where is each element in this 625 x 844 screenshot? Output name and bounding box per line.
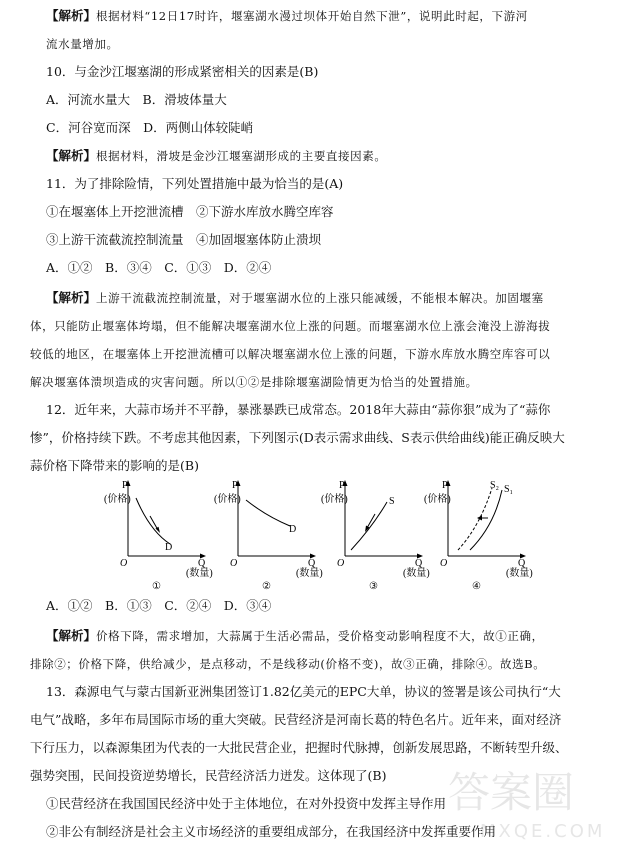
analysis-12-line-1: 【解析】价格下降，需求增加，大蒜属于生活必需品，受价格变动影响程度不大，故①正确， (46, 628, 544, 643)
figure-1-curve: D (165, 542, 173, 553)
question-13-line-2: 电气”战略，多年布局国际市场的重大突破。民营经济是河南长葛的特色名片。近年来，面对经济 (30, 712, 562, 727)
figure-1-origin: O (120, 558, 128, 569)
question-13-line-3: 下行压力，以森源集团为代表的一大批民营企业，把握时代脉搏，创新发展思路，不断转型升级、 (30, 740, 568, 755)
figure-2-curve: D (289, 524, 297, 535)
analysis-11-line-1: 【解析】上游干流截流控制流量，对于堰塞湖水位的上涨只能减缓，不能根本解决。加固堰塞 (46, 290, 544, 305)
question-12-line-2: 惨”，价格持续下跌。不考虑其他因素，下列图示(D表示需求曲线、S表示供给曲线)能正确反映大 (30, 430, 565, 445)
question-13-line-1: 13．森源电气与蒙古国新亚洲集团签订1.82亿美元的EPC大单，协议的签署是该公司执行“大 (46, 684, 561, 699)
figure-1-p: P (122, 480, 128, 491)
analysis-11-line-3: 较低的地区，在堰塞体上开挖泄流槽可以解决堰塞湖水位上涨的问题，下游水库放水腾空库容可以 (30, 347, 551, 361)
figure-3-unit-q: (数量) (403, 568, 430, 579)
question-13-item-1: ①民营经济在我国国民经济中处于主体地位，在对外投资中发挥主导作用 (46, 796, 447, 811)
question-13-item-2: ②非公有制经济是社会主义市场经济的重要组成部分，在我国经济中发挥重要作用 (46, 824, 497, 839)
figure-3 (317, 476, 437, 594)
figure-4-num: ④ (472, 581, 481, 592)
figure-4-s2: S₂ (490, 480, 500, 491)
figure-4-unit-q: (数量) (506, 568, 533, 579)
question-12-line-1: 12．近年来，大蒜市场并不平静，暴涨暴跌已成常态。2018年大蒜由“蒜你狠”成为了“蒜你 (46, 402, 551, 417)
figure-4-s1: S₁ (504, 484, 514, 495)
analysis-11-line-4: 解决堰塞体溃坝造成的灾害问题。所以①②是排除堰塞湖险情更为恰当的处置措施。 (30, 375, 478, 389)
figure-1-q: Q (198, 558, 206, 569)
figure-1 (100, 476, 220, 594)
question-10: 10．与金沙江堰塞湖的形成紧密相关的因素是(B) (46, 64, 319, 79)
watermark-logo (440, 755, 620, 844)
figure-2 (210, 476, 330, 594)
figure-2-unit-q: (数量) (296, 568, 323, 579)
question-10-options-ab: A．河流水量大 B．滑坡体量大 (46, 92, 227, 107)
figure-4-origin: O (440, 558, 448, 569)
figure-4-p: P (442, 480, 448, 491)
figure-2-origin: O (230, 558, 238, 569)
figure-2-unit-p: (价格) (214, 494, 241, 505)
question-11-items-34: ③上游干流截流控制流量 ④加固堰塞体防止溃坝 (46, 232, 322, 247)
analysis-12-line-2: 排除②；价格下降，供给减少，是点移动，不是线移动(价格不变)，故③正确，排除④。故选B。 (30, 657, 546, 671)
question-11-items-12: ①在堰塞体上开挖泄流槽 ②下游水库放水腾空库容 (46, 204, 334, 219)
question-11-options: A．①② B．③④ C．①③ D．②④ (46, 260, 272, 275)
figure-2-num: ② (262, 581, 271, 592)
watermark-text: 答案圈 (448, 768, 575, 817)
figure-3-p: P (339, 480, 345, 491)
question-12-line-3: 蒜价格下降带来的影响的是(B) (30, 458, 199, 473)
question-13-line-4: 强势突围，民间投资逆势增长，民营经济活力迸发。这体现了(B) (30, 768, 387, 783)
analysis-9-line-2: 流水量增加。 (46, 37, 119, 51)
figure-1-unit-q: (数量) (186, 568, 213, 579)
figure-1-num: ① (152, 581, 161, 592)
watermark-sub: MXQE.COM (480, 821, 606, 842)
figure-4-q: Q (518, 558, 526, 569)
figure-3-num: ③ (369, 581, 378, 592)
analysis-11-line-2: 体，只能防止堰塞体垮塌，但不能解决堰塞湖水位上涨的问题。而堰塞湖水位上涨会淹没上游海拔 (30, 319, 551, 333)
figure-3-q: Q (415, 558, 423, 569)
question-12-options: A．①② B．①③ C．②④ D．③④ (46, 598, 272, 613)
figure-4-unit-p: (价格) (424, 494, 451, 505)
analysis-9-line-1: 【解析】根据材料“12日17时许，堰塞湖水漫过坝体开始自然下泄”，说明此时起，下游河 (46, 8, 528, 23)
figure-2-p: P (232, 480, 238, 491)
analysis-10: 【解析】根据材料，滑坡是金沙江堰塞湖形成的主要直接因素。 (46, 148, 387, 163)
figure-3-curve: S (389, 496, 395, 507)
figure-1-unit-p: (价格) (104, 494, 131, 505)
figure-2-q: Q (308, 558, 316, 569)
figure-3-unit-p: (价格) (321, 494, 348, 505)
question-11: 11．为了排除险情，下列处置措施中最为恰当的是(A) (46, 176, 344, 191)
question-10-options-cd: C．河谷宽而深 D．两侧山体较陡峭 (46, 120, 254, 135)
figure-4 (420, 476, 540, 594)
figure-3-origin: O (337, 558, 345, 569)
